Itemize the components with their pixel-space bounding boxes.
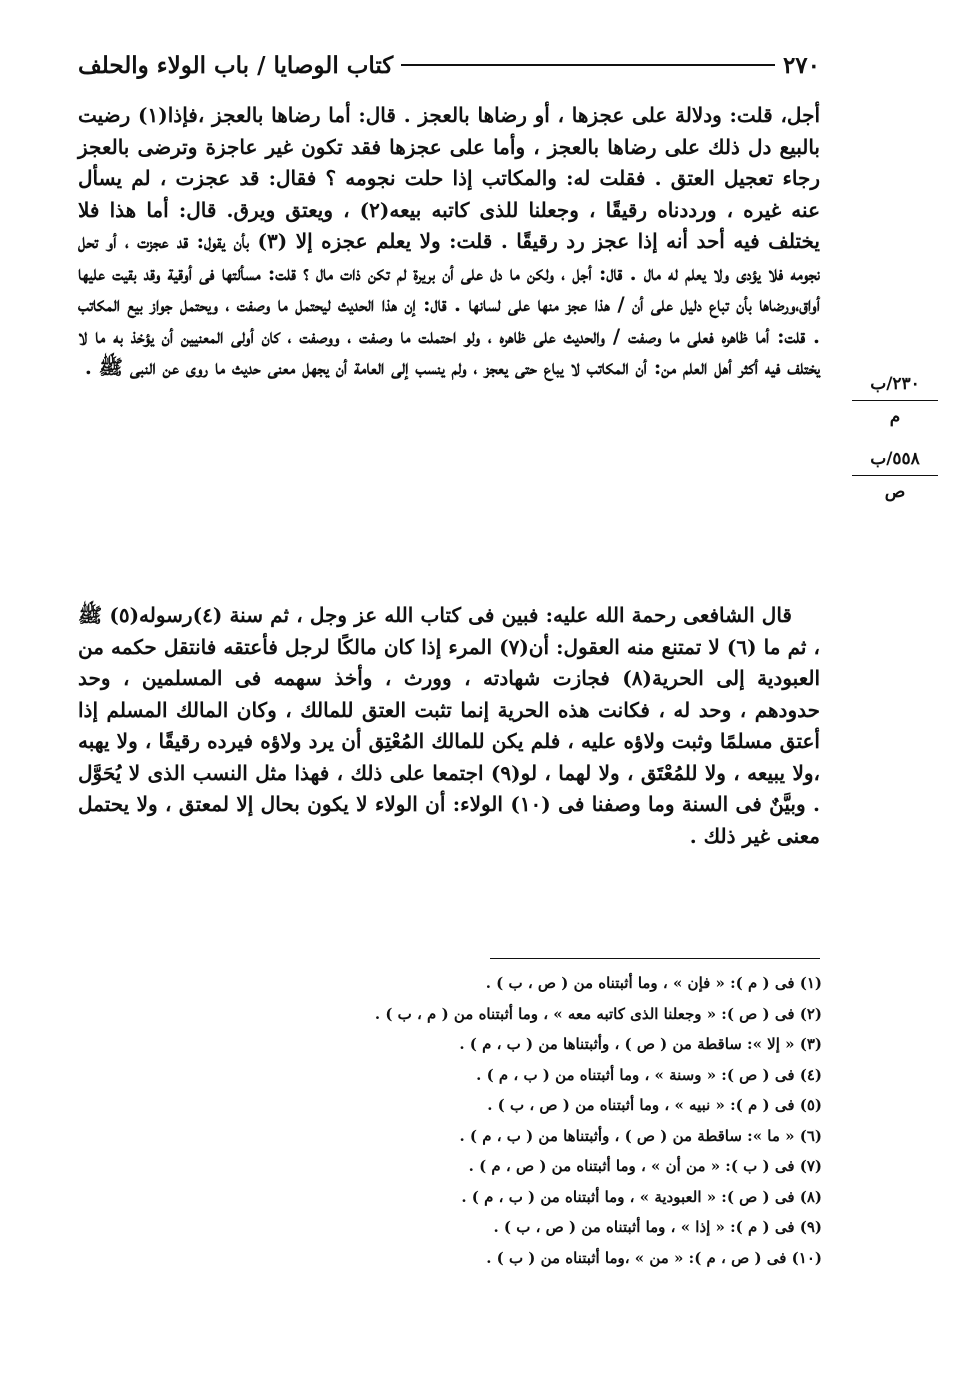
paragraph-1: أجل، قلت: ودلالة على عجزها ، أو رضاها بالعجز . قال: أما رضاها بالعجز ،فإذا(١) رضيت بالبيع دل ذلك على رضاها بالعجز ، وأما على عجزها فقد تكون غير عاجزة وترضى بالعجز رجاء تعجيل العتق . فقلت له: والمكاتب إذا حلت نجومه ؟ فقال: قد عجزت ، لم يسأل عنه غيره ، ورددناه رقيقًا ، وجعلنا للذى كاتبه بيعه(٢) ، ويعتق ويرق. قال: أما هذا فلا يختلف فيه أحد أنه إذا عجز رد رقيقًا . قلت: ولا يعلم عجزه إلا (٣) بأن يقول: قد عجزت ، أو تحل نجومه فلا يؤدى ولا يعلم له مال . قال: أجل ، ولكن ما دل على أن بريرة لم تكن ذات مال ؟ قلت: مسألتها فى أوقية وقد بقيت عليها أواق،ورضاها بأن تباع دليل على أن / هذا عجز منها على لسانها . قال: إن هذا الحديث ليحتمل ما وصفت ، ويحتمل جواز بيع المكاتب . قلت: أما ظاهره فعلى ما وصفت / والحديث على ظاهره ، ولو احتملت ما وصفت ، ووصفت ، كان أولى المعنيين أن يؤخذ به ما لا يختلف فيه أكثر أهل العلم من: أن المكاتب لا يباع حتى يعجز ، ولم ينسب إلى العامة أن يجهل معنى حديث ما روى عن النبى ﷺ . <box>78 103 821 379</box>
running-header <box>78 48 820 82</box>
margin-ref-2: ٥٥٨/ب <box>870 449 920 469</box>
page-number: ٢٧٠ <box>782 51 820 79</box>
margin-ref-1: ٢٣٠/ب <box>870 374 920 394</box>
paragraph-2: قال الشافعى رحمة الله عليه: فبين فى كتاب الله عز وجل ، ثم سنة (٤)رسوله(٥) ﷺ ، ثم ما (٦) لا تمتنع منه العقول: أن(٧) المرء إذا كان مالكًا لرجل فأعتقه فانتقل حكمه من العبودية إلى الحرية(٨) فجازت شهادته ، وورث ، وأخذ سهمه فى المسلمين ، وحد حدودهم ، وحد له ، فكانت هذه الحرية إنما تثبت العتق للمالك ، وكان المالك المسلم إذا أعتق مسلمًا وثبت ولاؤه عليه ، فلم يكن للمالك المُعْتِق أن يرد ولاؤه فيرده رقيقًا ، ولا يهبه ،ولا يبيعه ، ولا للمُعْتَق ، ولا لهما ، لو(٩) اجتمعا على ذلك ، فهذا مثل النسب الذى لا يُحَوَّل . وبيَّنٌ فى السنة وما وصفنا فى (١٠) الولاء: أن الولاء لا يكون بحال إلا لمعتق ، ولا يحتمل معنى غير ذلك . <box>78 603 820 848</box>
footnote: (٤) فى ( ص ): « وسنة » ، وما أثبتناه من ( ب ، م ) . <box>476 1065 822 1084</box>
margin-manuscript-refs <box>845 372 945 504</box>
main-text <box>78 100 820 932</box>
footnote: (٧) فى ( ب ): « من أن » ، وما أثبتناه من ( ص ، م ) . <box>468 1157 822 1175</box>
header-title: كتاب الوصايا / باب الولاء والحلف <box>78 51 394 79</box>
footnote: (٨) فى ( ص ): « العبودية » ، وما أثبتناه من ( ب ، م ) . <box>461 1187 822 1206</box>
footnotes-list <box>340 968 822 1273</box>
footnote: (٥) فى ( م ): « نبيه » ، وما أثبتناه من ( ص ، ب ) . <box>487 1096 822 1114</box>
margin-rule-1 <box>852 400 938 401</box>
margin-siglum-1: م <box>889 407 901 427</box>
footnote: (٣) « إلا »: ساقطة من ( ص ) ، وأثبتناها من ( ب ، م ) . <box>459 1035 822 1053</box>
margin-rule-2 <box>852 475 938 476</box>
margin-siglum-2: ص <box>884 482 906 502</box>
header-rule <box>401 64 775 66</box>
footnote: (١) فى ( م ): « فإن » ، وما أثبتناه من ( ص ، ب ) . <box>485 974 822 992</box>
footnote-separator <box>490 958 820 959</box>
footnote: (٢) فى ( ص ): « وجعلنا الذى كاتبه معه » ، وما أثبتناه من ( م ، ب ) . <box>374 1004 822 1023</box>
footnote: (٩) فى ( م ): « إذا » ، وما أثبتناه من ( ص ، ب ) . <box>493 1218 822 1236</box>
footnote: (٦) « ما »: ساقطة من ( ص ) ، وأثبتناها من ( ب ، م ) . <box>459 1126 822 1145</box>
footnote: (١٠) فى ( ص ، م ): « من » ،وما أثبتناه من ( ب ) . <box>486 1248 822 1267</box>
